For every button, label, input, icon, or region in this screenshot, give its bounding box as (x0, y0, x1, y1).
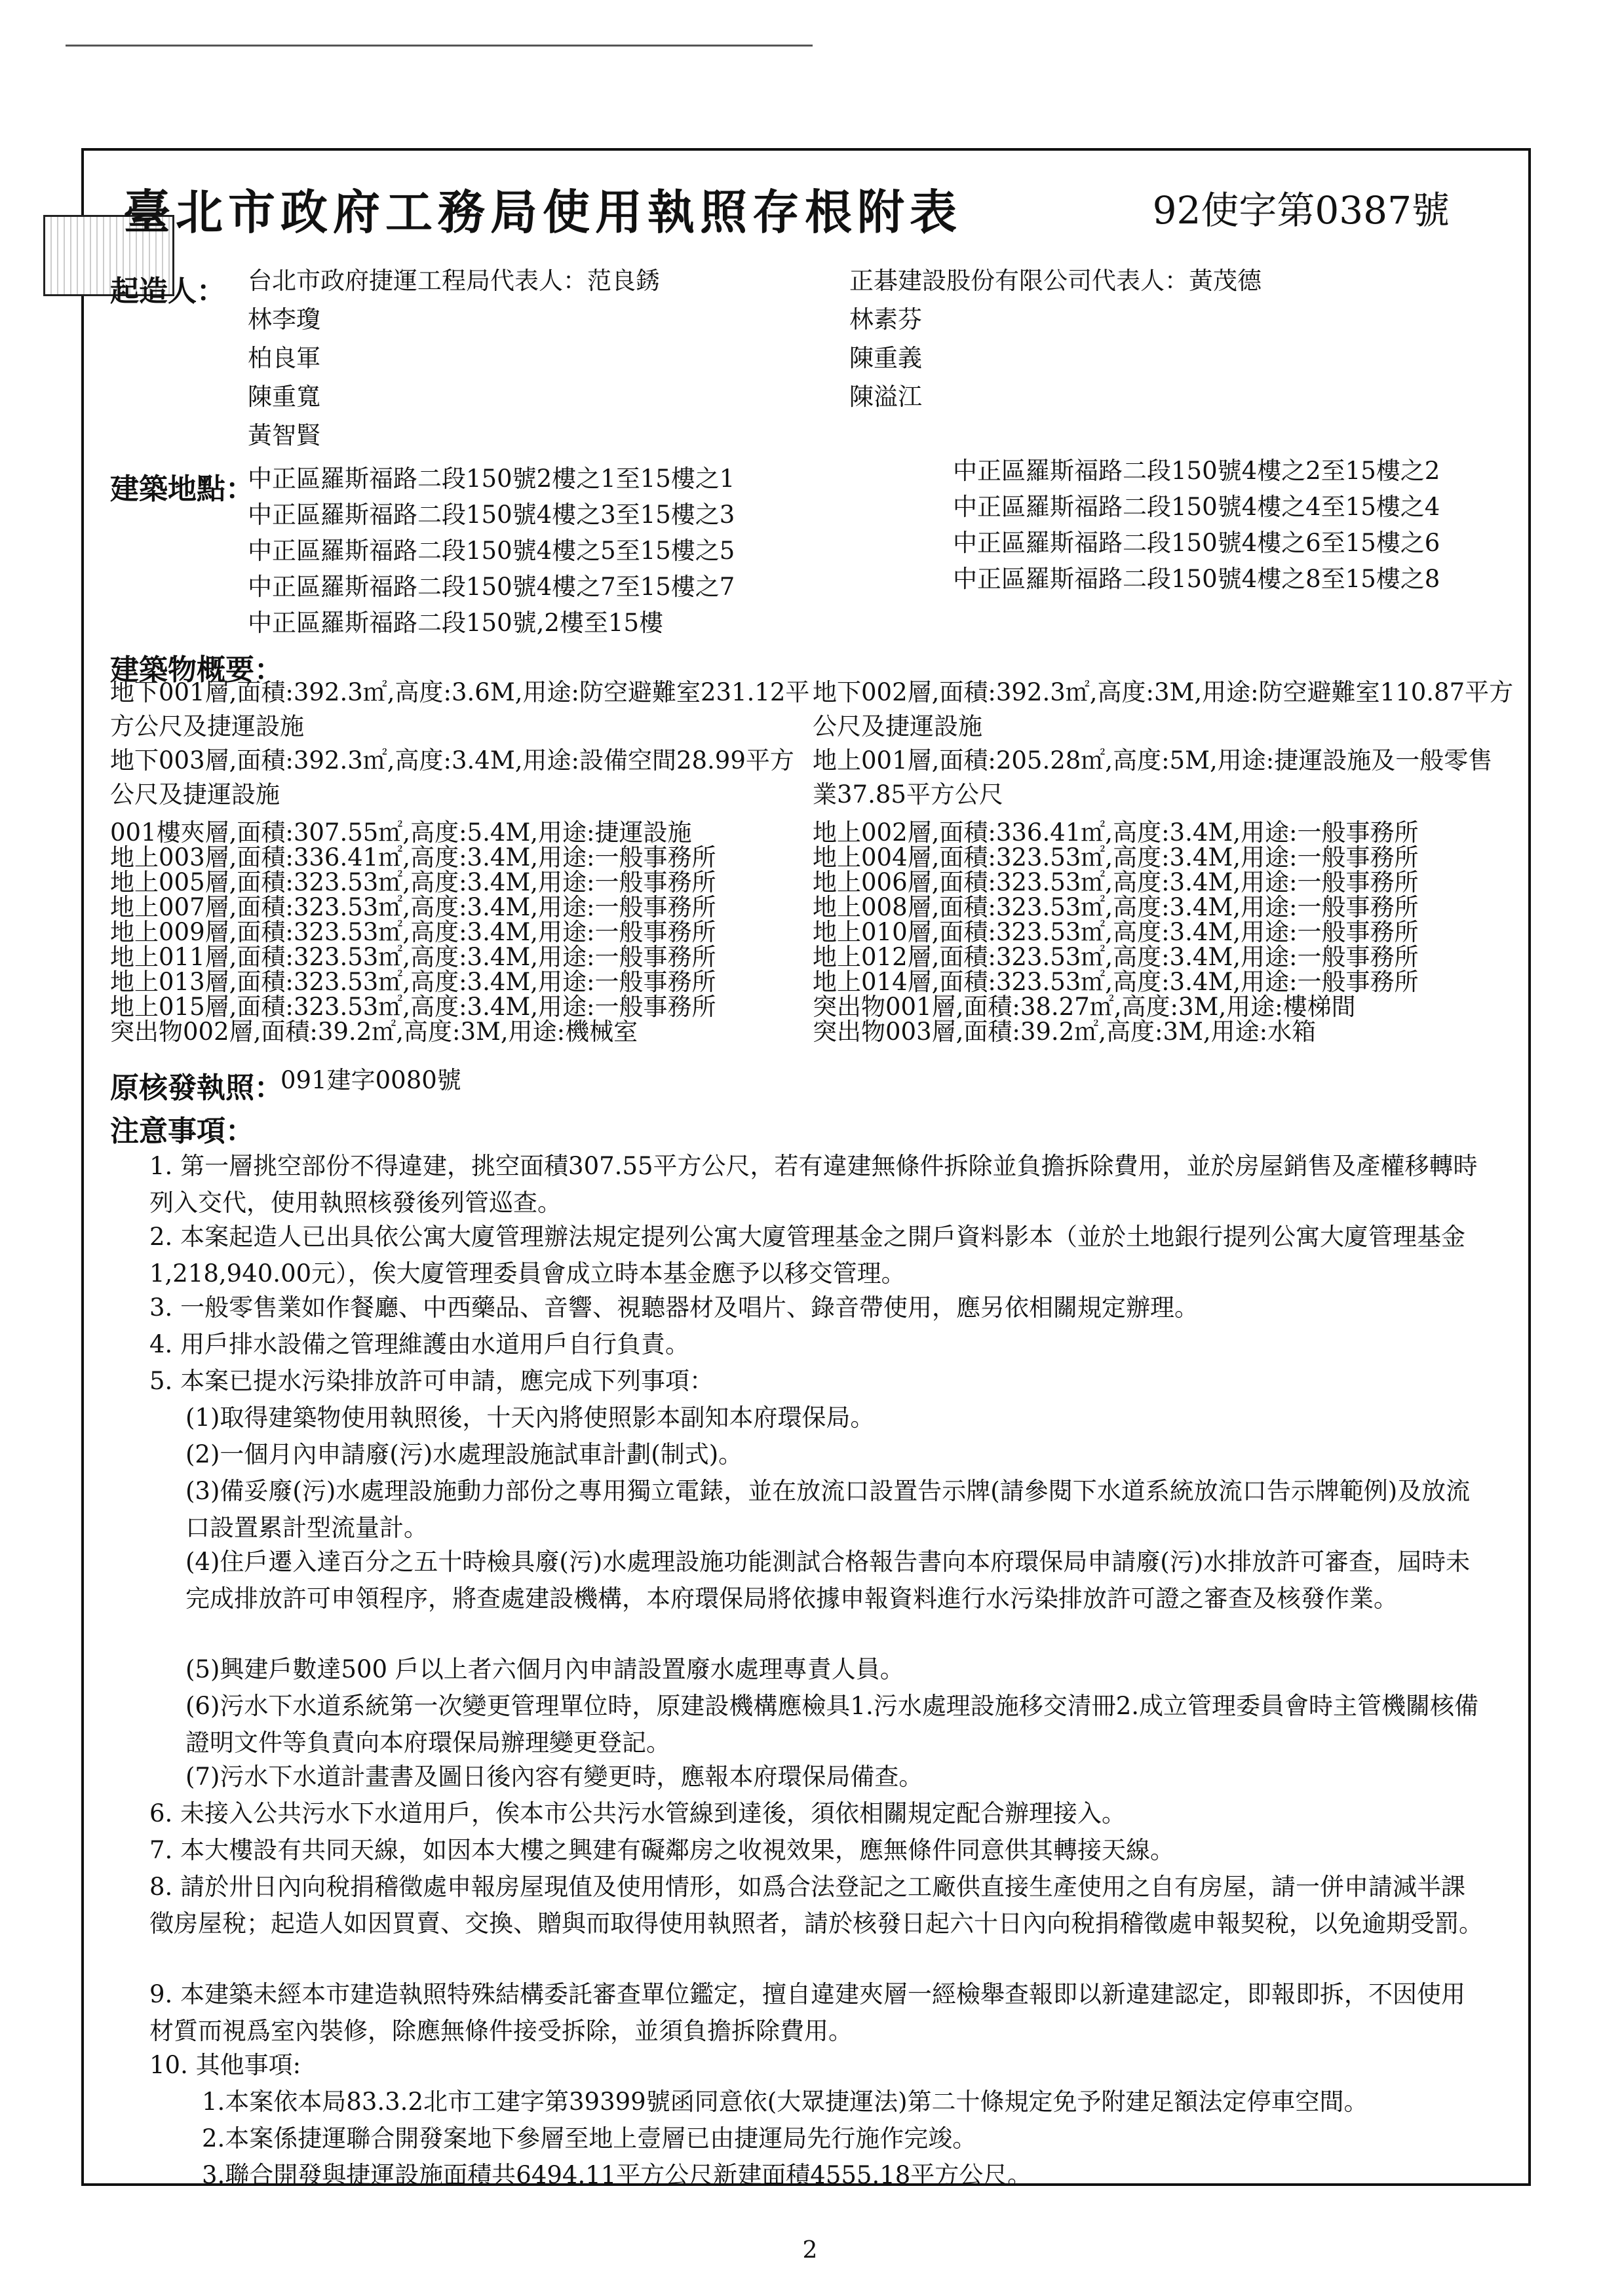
note-10-3: 3.聯合開發與捷運設施面積共6494.11平方公尺新建面積4555.18平方公尺。 (202, 2161, 1032, 2189)
floor-row-left: 地上005層,面積:323.53㎡,高度:3.4M,用途:一般事務所 (110, 868, 716, 896)
floor-row-right: 地上008層,面積:323.53㎡,高度:3.4M,用途:一般事務所 (813, 893, 1419, 921)
location-left-2: 中正區羅斯福路二段150號4樓之3至15樓之3 (248, 501, 735, 529)
note-8: 8. 請於卅日內向稅捐稽徵處申報房屋現值及使用情形，如爲合法登記之工廠供直接生產使用之自有房屋，請一併申請減半課徵房屋稅；起造人如因買賣、交換、贈與而取得使用執照者，請於核發日起六十日內向稅捐稽徵處申報契稅，以免逾期受罰。 (149, 1873, 1483, 1938)
note-10-2: 2.本案係捷運聯合開發案地下參層至地上壹層已由捷運局先行施作完竣。 (202, 2124, 977, 2152)
note-5-2: (2)一個月內申請廢(污)水處理設施試車計劃(制式)。 (185, 1440, 743, 1468)
floor-row-left: 地上007層,面積:323.53㎡,高度:3.4M,用途:一般事務所 (110, 893, 716, 921)
note-5-6: (6)污水下水道系統第一次變更管理單位時，原建設機構應檢具1.污水處理設施移交清冊2.成立管理委員會時主管機關核備證明文件等負責向本府環保局辦理變更登記。 (185, 1692, 1479, 1757)
floor-row-left: 地上013層,面積:323.53㎡,高度:3.4M,用途:一般事務所 (110, 968, 716, 996)
location-left-5: 中正區羅斯福路二段150號,2樓至15樓 (248, 609, 664, 637)
building-left-top-1: 地下001層,面積:392.3㎡,高度:3.6M,用途:防空避難室231.12平 (110, 678, 810, 706)
note-10: 10. 其他事項: (149, 2051, 301, 2079)
permit-number: 92使字第0387號 (1152, 188, 1450, 233)
note-6: 6. 未接入公共污水下水道用戶，俟本市公共污水管線到達後，須依相關規定配合辦理接入。 (149, 1799, 1127, 1827)
note-5: 5. 本案已提水污染排放許可申請，應完成下列事項： (149, 1367, 714, 1395)
floor-row-right: 地上006層,面積:323.53㎡,高度:3.4M,用途:一般事務所 (813, 868, 1419, 896)
applicant-left-2: 林李瓊 (248, 305, 320, 334)
location-right-3: 中正區羅斯福路二段150號4樓之6至15樓之6 (953, 529, 1440, 557)
building-right-top-3: 地上001層,面積:205.28㎡,高度:5M,用途:捷運設施及一般零售 (813, 746, 1493, 775)
page-title: 臺北市政府工務局使用執照存根附表 (123, 184, 963, 240)
applicant-right-3: 陳重義 (849, 344, 922, 372)
note-5-1: (1)取得建築物使用執照後，十天內將使照影本副知本府環保局。 (185, 1404, 875, 1432)
floor-row-left: 地上009層,面積:323.53㎡,高度:3.4M,用途:一般事務所 (110, 918, 716, 946)
note-3: 3. 一般零售業如作餐廳、中西藥品、音響、視聽器材及唱片、錄音帶使用，應另依相關規定辦理。 (149, 1293, 1199, 1322)
applicant-right-4: 陳溢江 (849, 383, 922, 411)
page-number: 2 (802, 2237, 818, 2264)
notes-label: 注意事項： (110, 1115, 254, 1148)
note-5-4: (4)住戶遷入達百分之五十時檢具廢(污)水處理設施功能測試合格報告書向本府環保局申請廢(污)水排放許可審查，屆時未完成排放許可申領程序，將查處建設機構，本府環保局將依據申報資料進行水污染排放許可證之審查及核發作業。 (185, 1548, 1471, 1613)
note-2: 2. 本案起造人已出具依公寓大廈管理辦法規定提列公寓大廈管理基金之開戶資料影本（並於土地銀行提列公寓大廈管理基金1,218,940.00元），俟大廈管理委員會成立時本基金應予以移交管理。 (149, 1223, 1466, 1288)
floor-row-left: 突出物002層,面積:39.2㎡,高度:3M,用途:機械室 (110, 1018, 638, 1046)
location-left-1: 中正區羅斯福路二段150號2樓之1至15樓之1 (248, 465, 735, 493)
note-9: 9. 本建築未經本市建造執照特殊結構委託審查單位鑑定，擅自違建夾層一經檢舉查報即以新違建認定，即報即拆，不因使用材質而視爲室內裝修，除應無條件接受拆除，並須負擔拆除費用。 (149, 1980, 1466, 2045)
building-right-top-1: 地下002層,面積:392.3㎡,高度:3M,用途:防空避難室110.87平方 (813, 678, 1514, 706)
building-left-top-2: 方公尺及捷運設施 (110, 712, 304, 740)
location-right-2: 中正區羅斯福路二段150號4樓之4至15樓之4 (953, 493, 1440, 521)
location-left-4: 中正區羅斯福路二段150號4樓之7至15樓之7 (248, 573, 735, 601)
building-label: 建築物概要： (110, 653, 283, 687)
location-right-1: 中正區羅斯福路二段150號4樓之2至15樓之2 (953, 457, 1440, 485)
floor-row-left: 地上015層,面積:323.53㎡,高度:3.4M,用途:一般事務所 (110, 993, 716, 1021)
applicant-left-5: 黃智賢 (248, 421, 320, 450)
note-5-7: (7)污水下水道計畫書及圖日後內容有變更時，應報本府環保局備查。 (185, 1763, 923, 1791)
original-permit-value: 091建字0080號 (280, 1066, 461, 1094)
location-right-4: 中正區羅斯福路二段150號4樓之8至15樓之8 (953, 565, 1440, 593)
original-permit-label: 原核發執照： (110, 1071, 283, 1105)
floor-row-right: 地上004層,面積:323.53㎡,高度:3.4M,用途:一般事務所 (813, 843, 1419, 871)
floor-row-right: 突出物003層,面積:39.2㎡,高度:3M,用途:水箱 (813, 1018, 1317, 1046)
floor-row-right: 地上010層,面積:323.53㎡,高度:3.4M,用途:一般事務所 (813, 918, 1419, 946)
note-10-1: 1.本案依本局83.3.2北市工建字第39399號函同意依(大眾捷運法)第二十條規定免予附建足額法定停車空間。 (202, 2088, 1368, 2116)
note-5-3: (3)備妥廢(污)水處理設施動力部份之專用獨立電錶，並在放流口設置告示牌(請參閱下水道系統放流口告示牌範例)及放流口設置累計型流量計。 (185, 1477, 1471, 1542)
note-5-5: (5)興建戶數達500 戶以上者六個月內申請設置廢水處理專責人員。 (185, 1655, 904, 1683)
building-left-top-4: 公尺及捷運設施 (110, 780, 280, 809)
floor-row-right: 地上002層,面積:336.41㎡,高度:3.4M,用途:一般事務所 (813, 818, 1419, 847)
top-rule (66, 45, 813, 47)
applicant-right-2: 林素芬 (849, 305, 922, 334)
floor-row-right: 突出物001層,面積:38.27㎡,高度:3M,用途:樓梯間 (813, 993, 1356, 1021)
applicant-left-4: 陳重寬 (248, 383, 320, 411)
location-label: 建築地點： (110, 472, 254, 506)
document-frame (81, 148, 1531, 2189)
floor-row-right: 地上014層,面積:323.53㎡,高度:3.4M,用途:一般事務所 (813, 968, 1419, 996)
building-right-top-4: 業37.85平方公尺 (813, 780, 1003, 809)
applicant-left-3: 柏良軍 (248, 344, 320, 372)
note-1: 1. 第一層挑空部份不得違建，挑空面積307.55平方公尺，若有違建無條件拆除並負擔拆除費用，並於房屋銷售及產權移轉時列入交代，使用執照核發後列管巡查。 (149, 1152, 1478, 1217)
location-left-3: 中正區羅斯福路二段150號4樓之5至15樓之5 (248, 537, 735, 565)
floor-row-right: 地上012層,面積:323.53㎡,高度:3.4M,用途:一般事務所 (813, 943, 1419, 971)
floor-row-left: 001樓夾層,面積:307.55㎡,高度:5.4M,用途:捷運設施 (110, 818, 692, 847)
note-4: 4. 用戶排水設備之管理維護由水道用戶自行負責。 (149, 1330, 690, 1358)
floor-row-left: 地上011層,面積:323.53㎡,高度:3.4M,用途:一般事務所 (110, 943, 716, 971)
building-left-top-3: 地下003層,面積:392.3㎡,高度:3.4M,用途:設備空間28.99平方 (110, 746, 794, 775)
floor-row-left: 地上003層,面積:336.41㎡,高度:3.4M,用途:一般事務所 (110, 843, 716, 871)
applicant-left-1: 台北市政府捷運工程局代表人：范良銹 (248, 267, 660, 295)
applicants-label: 起造人： (110, 275, 225, 308)
applicant-right-1: 正碁建設股份有限公司代表人：黃茂德 (849, 267, 1262, 295)
note-7: 7. 本大樓設有共同天線，如因本大樓之興建有礙鄰房之收視效果，應無條件同意供其轉接天線。 (149, 1836, 1175, 1864)
building-right-top-2: 公尺及捷運設施 (813, 712, 982, 740)
